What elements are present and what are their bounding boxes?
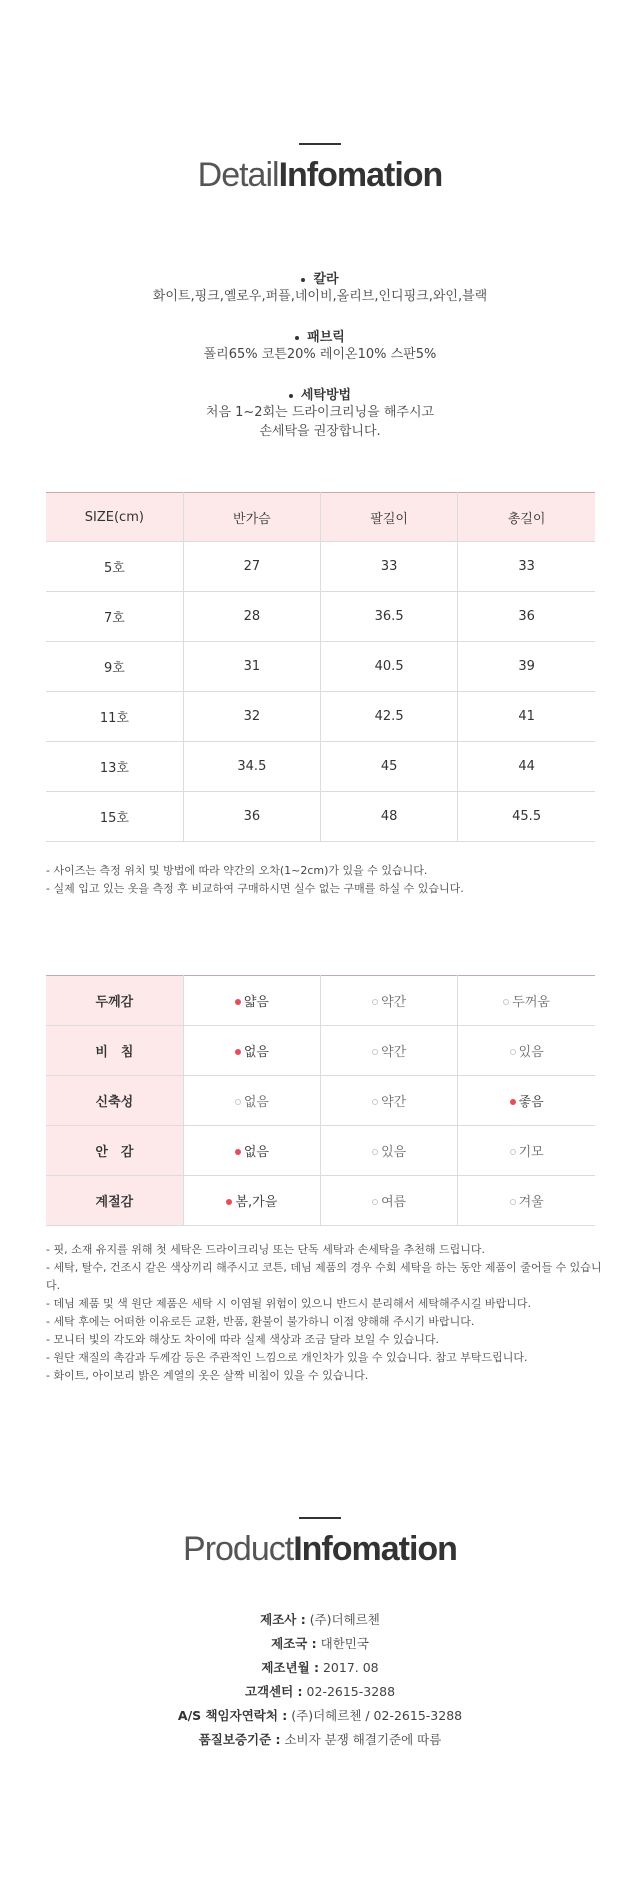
size-cell: 33 [321,542,458,592]
note-line: - 모니터 빛의 각도와 해상도 차이에 따라 실제 색상과 조금 달라 보일 수 있습니다. [46,1333,439,1346]
care-notes [46,1241,606,1385]
product-info-value: 02-2615-3288 [302,1684,396,1699]
product-info-value: 소비자 분쟁 해결기준에 따름 [280,1732,442,1747]
product-info-value: (주)더헤르첸 / 02-2615-3288 [287,1708,463,1723]
size-cell: 36 [183,792,320,842]
product-info-key: A/S 책임자연락처 : [177,1708,288,1723]
product-section-title [0,1530,640,1569]
unselected-dot-icon [510,1049,516,1055]
product-info-value: (주)더헤르첸 [305,1612,380,1627]
size-cell: 5호 [46,542,183,592]
unselected-dot-icon [372,1049,378,1055]
detail-section-title [0,156,640,195]
product-info-list [0,1608,640,1752]
table-row [46,976,595,1026]
bullet-icon [295,336,299,340]
note-line: - 원단 재질의 촉감과 두께감 등은 주관적인 느낌으로 개인차가 있을 수 있습니다. 참고 부탁드립니다. [46,1351,528,1364]
size-table-header-row [46,493,595,542]
list-item [0,1632,640,1656]
size-cell: 31 [183,642,320,692]
detail-color-block [0,268,640,306]
product-info-value: 대한민국 [316,1636,369,1651]
selected-dot-icon [226,1199,232,1205]
product-info-key: 고객센터 : [244,1684,303,1699]
list-item [0,1656,640,1680]
unselected-dot-icon [510,1199,516,1205]
product-info-key: 품질보증기준 : [198,1732,281,1747]
feel-option: 기모 [458,1126,595,1176]
size-cell: 13호 [46,742,183,792]
size-notes [46,862,606,898]
detail-title-light: Detail [197,156,279,194]
product-info-value: 2017. 08 [319,1660,379,1675]
selected-dot-icon [510,1099,516,1105]
unselected-dot-icon [372,999,378,1005]
note-line: - 사이즈는 측정 위치 및 방법에 따라 약간의 오차(1~2cm)가 있을 수 있습니다. [46,864,428,877]
unselected-dot-icon [235,1099,241,1105]
list-item [0,1680,640,1704]
size-cell: 28 [183,592,320,642]
feel-label: 비 침 [46,1026,183,1076]
feel-option: 없음 [183,1026,320,1076]
feel-option: 약간 [321,1026,458,1076]
list-item [0,1608,640,1632]
unselected-dot-icon [372,1149,378,1155]
feel-label: 신축성 [46,1076,183,1126]
table-row [46,692,595,742]
info-line: 손세탁을 권장합니다. [259,424,381,439]
note-line: - 데님 제품 및 색 원단 제품은 세탁 시 이염될 위험이 있으니 반드시 분리해서 세탁해주시길 바랍니다. [46,1297,531,1310]
feel-option: 얇음 [183,976,320,1026]
product-info-key: 제조국 : [271,1636,317,1651]
size-cell: 48 [321,792,458,842]
table-row [46,742,595,792]
section-divider [299,143,341,145]
feel-option: 없음 [183,1076,320,1126]
selected-dot-icon [235,999,241,1005]
feel-option: 두꺼움 [458,976,595,1026]
size-table-header: 총길이 [458,493,595,542]
product-info-key: 제조년월 : [261,1660,319,1675]
size-cell: 33 [458,542,595,592]
table-row [46,792,595,842]
size-table-header: SIZE(cm) [46,493,183,542]
feel-option: 여름 [321,1176,458,1226]
product-info-key: 제조사 : [260,1612,306,1627]
selected-dot-icon [235,1149,241,1155]
feel-option: 약간 [321,1076,458,1126]
size-cell: 32 [183,692,320,742]
size-cell: 41 [458,692,595,742]
size-cell: 9호 [46,642,183,692]
note-line: - 핏, 소재 유지를 위해 첫 세탁은 드라이크리닝 또는 단독 세탁과 손세탁을 추천해 드립니다. [46,1243,485,1256]
section-divider [299,1517,341,1519]
size-cell: 11호 [46,692,183,742]
size-cell: 36 [458,592,595,642]
fabric-feel-table [46,975,595,1226]
feel-option: 있음 [321,1126,458,1176]
info-heading: 세탁방법 [0,384,640,403]
feel-option: 없음 [183,1126,320,1176]
feel-label: 두께감 [46,976,183,1026]
detail-title-bold: Infomation [278,156,443,194]
size-cell: 7호 [46,592,183,642]
table-row [46,642,595,692]
feel-option: 좋음 [458,1076,595,1126]
size-cell: 44 [458,742,595,792]
unselected-dot-icon [510,1149,516,1155]
size-cell: 45 [321,742,458,792]
size-cell: 34.5 [183,742,320,792]
bullet-icon [301,278,305,282]
table-row [46,1126,595,1176]
note-line: - 화이트, 아이보리 밝은 계열의 옷은 살짝 비침이 있을 수 있습니다. [46,1369,369,1382]
list-item [0,1704,640,1728]
feel-label: 안 감 [46,1126,183,1176]
selected-dot-icon [235,1049,241,1055]
list-item [0,1728,640,1752]
size-cell: 40.5 [321,642,458,692]
note-line: - 세탁 후에는 어떠한 이유로든 교환, 반품, 환불이 불가하니 이점 양해해 주시기 바랍니다. [46,1315,475,1328]
info-line: 처음 1~2회는 드라이크리닝을 해주시고 [205,405,435,420]
detail-wash-block [0,384,640,441]
table-row [46,592,595,642]
table-row [46,1076,595,1126]
feel-option: 봄,가을 [183,1176,320,1226]
detail-fabric-block [0,326,640,364]
info-heading: 칼라 [0,268,640,287]
product-title-bold: Infomation [293,1530,457,1568]
note-line: - 세탁, 탈수, 건조시 같은 색상끼리 해주시고 코튼, 데님 제품의 경우 수회 세탁을 하는 동안 제품이 줄어들 수 있습니다. [46,1261,602,1292]
size-cell: 27 [183,542,320,592]
size-cell: 36.5 [321,592,458,642]
unselected-dot-icon [372,1199,378,1205]
feel-label: 계절감 [46,1176,183,1226]
info-line: 화이트,핑크,옐로우,퍼플,네이비,올리브,인디핑크,와인,블랙 [152,289,488,304]
size-table-header: 팔길이 [321,493,458,542]
feel-option: 있음 [458,1026,595,1076]
info-line: 폴리65% 코튼20% 레이온10% 스판5% [203,347,437,362]
table-row [46,1176,595,1226]
size-table-header: 반가슴 [183,493,320,542]
size-cell: 42.5 [321,692,458,742]
note-line: - 실제 입고 있는 옷을 측정 후 비교하여 구매하시면 실수 없는 구매를 하실 수 있습니다. [46,882,464,895]
size-cell: 15호 [46,792,183,842]
product-title-light: Product [183,1530,294,1568]
table-row [46,542,595,592]
feel-option: 겨울 [458,1176,595,1226]
size-cell: 45.5 [458,792,595,842]
size-cell: 39 [458,642,595,692]
info-heading: 패브릭 [0,326,640,345]
table-row [46,1026,595,1076]
size-table [46,492,595,842]
unselected-dot-icon [372,1099,378,1105]
feel-option: 약간 [321,976,458,1026]
bullet-icon [289,394,293,398]
unselected-dot-icon [503,999,509,1005]
